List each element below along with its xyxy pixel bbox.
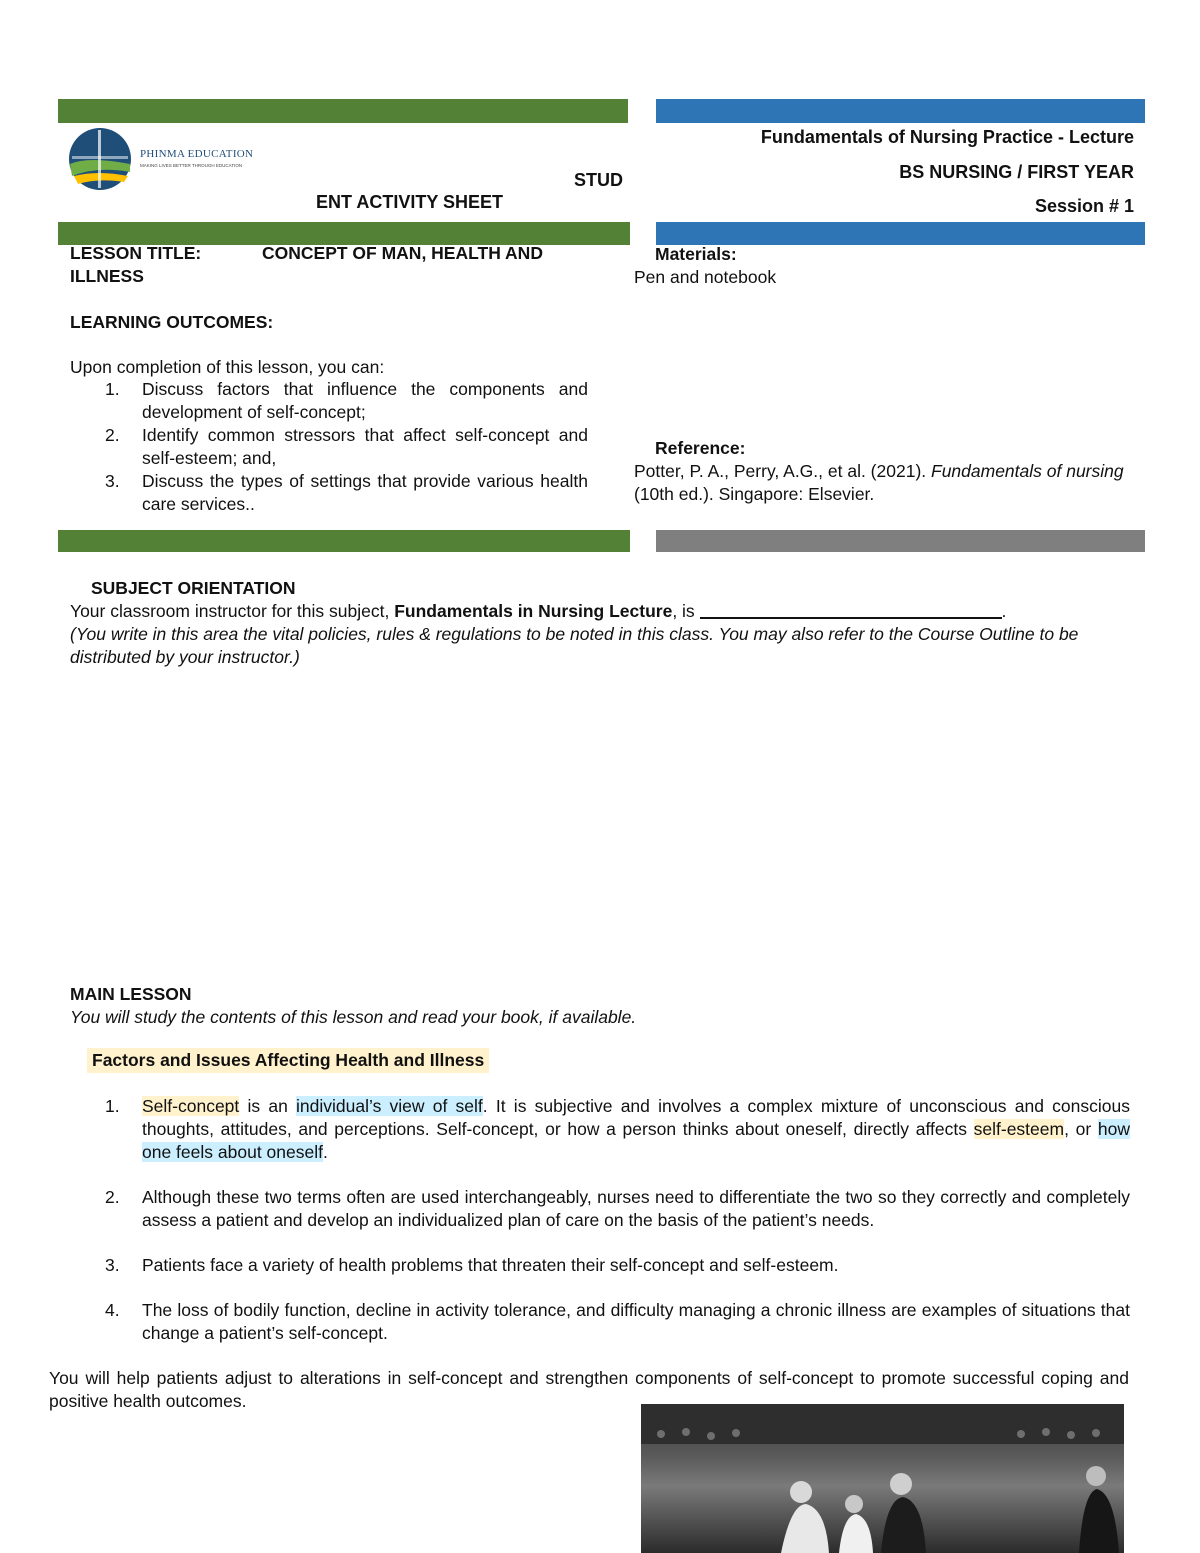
lesson-item-text: Patients face a variety of health problems that threaten their self-concept and self-esteem. [142,1255,839,1275]
lesson-item-num: 2. [105,1187,120,1207]
outcome-num: 3. [105,471,120,491]
term-self-esteem: self-esteem [973,1119,1065,1139]
reference-book-title: Fundamentals of nursing [931,461,1124,481]
def-self-concept: individual’s view of self [296,1096,483,1116]
main-lesson-heading: MAIN LESSON [70,984,192,1004]
lesson-title-label: LESSON TITLE: [70,243,202,263]
orientation-line [70,600,1006,623]
orientation-heading: SUBJECT ORIENTATION [91,578,296,598]
soccer-photo [641,1404,1124,1553]
outcome-text: Identify common stressors that affect self-concept and self-esteem; and, [142,425,588,468]
closing-paragraph: You will help patients adjust to alterations in self-concept and strengthen components of self-concept to promote successful coping and positive health outcomes. [49,1368,1129,1411]
lesson-title-line2: ILLNESS [70,266,144,286]
header-bar-blue-mid [656,222,1145,245]
materials-heading: Materials: [655,244,737,264]
org-name: PHINMA EDUCATION [140,148,254,160]
lesson-item-num: 4. [105,1300,120,1320]
reference-text-post: (10th ed.). Singapore: Elsevier. [634,484,875,504]
outcome-num: 1. [105,379,120,399]
lesson-item-text: Although these two terms often are used interchangeably, nurses need to differentiate the two so they correctly and completely assess a patient and develop an individualized plan of care on the basis of the patient’s needs. [142,1187,1130,1230]
item1-mid3: , or [1064,1119,1098,1139]
lesson-item [70,1299,1130,1345]
soccer-players-image-icon [641,1404,1124,1553]
outcome-text: Discuss the types of settings that provide various health care services.. [142,471,588,514]
sheet-label-part1: STUD [574,170,623,190]
lesson-item-num: 1. [105,1096,120,1116]
program-label: BS NURSING / FIRST YEAR [899,162,1134,182]
orientation-subject: Fundamentals in Nursing Lecture [394,601,673,621]
outcome-num: 2. [105,425,120,445]
outcomes-intro: Upon completion of this lesson, you can: [70,357,385,377]
main-lesson-list [70,1095,1130,1345]
reference-text [634,460,1134,506]
orientation-line-end: . [1001,601,1007,621]
instructor-blank [700,601,1002,619]
section-title: Factors and Issues Affecting Health and Illness [87,1048,489,1073]
section-bar-green-bottom [58,530,630,552]
sheet-label-clip [300,186,560,212]
outcome-item [70,424,588,470]
sheet-label-part2: ENT ACTIVITY SHEET [316,192,504,212]
lesson-item-num: 3. [105,1255,120,1275]
orientation-line-post: , is [672,601,700,621]
lesson-title-line1: CONCEPT OF MAN, HEALTH AND [262,243,543,263]
reference-text-pre: Potter, P. A., Perry, A.G., et al. (2021). [634,461,931,481]
orientation-line-pre: Your classroom instructor for this subject, [70,601,395,621]
term-self-concept: Self-concept [142,1096,240,1116]
header-bar-green-top [58,99,628,123]
outcomes-heading: LEARNING OUTCOMES: [70,312,274,332]
def-self-esteem: how one feels about oneself [142,1119,1130,1162]
lesson-item [70,1254,1130,1277]
main-lesson-intro: You will study the contents of this lesson and read your book, if available. [70,1007,637,1027]
outcome-item [70,470,588,516]
phinma-logo-icon [68,126,132,192]
materials-text: Pen and notebook [634,267,777,287]
session-label: Session # 1 [1034,196,1134,216]
lesson-item [70,1095,1130,1164]
section-bar-gray-bottom [656,530,1145,552]
org-tagline: MAKING LIVES BETTER THROUGH EDUCATION [140,163,243,168]
orientation-note: (You write in this area the vital policies, rules & regulations to be noted in this class. You may also refer to the Course Outline to be distributed by your instructor.) [70,624,1079,667]
lesson-item [70,1186,1130,1232]
item1-end: . [322,1142,328,1162]
item1-mid2: . It is subjective and involves a complex mixture of unconscious and conscious thoughts, attitudes, and perceptions. Self-concept, or how a person thinks about oneself, directly affects [142,1096,1130,1139]
item1-mid1: is an [239,1096,297,1116]
outcome-text: Discuss factors that influence the components and development of self-concept; [142,379,588,422]
header-bar-blue-top [656,99,1145,123]
course-title: Fundamentals of Nursing Practice - Lecture [760,127,1134,147]
outcome-item [70,378,588,424]
outcomes-list [70,378,588,516]
reference-heading: Reference: [655,438,746,458]
lesson-item-text: The loss of bodily function, decline in activity tolerance, and difficulty managing a chronic illness are examples of situations that change a patient’s self-concept. [142,1300,1130,1343]
phinma-logo [68,126,258,194]
